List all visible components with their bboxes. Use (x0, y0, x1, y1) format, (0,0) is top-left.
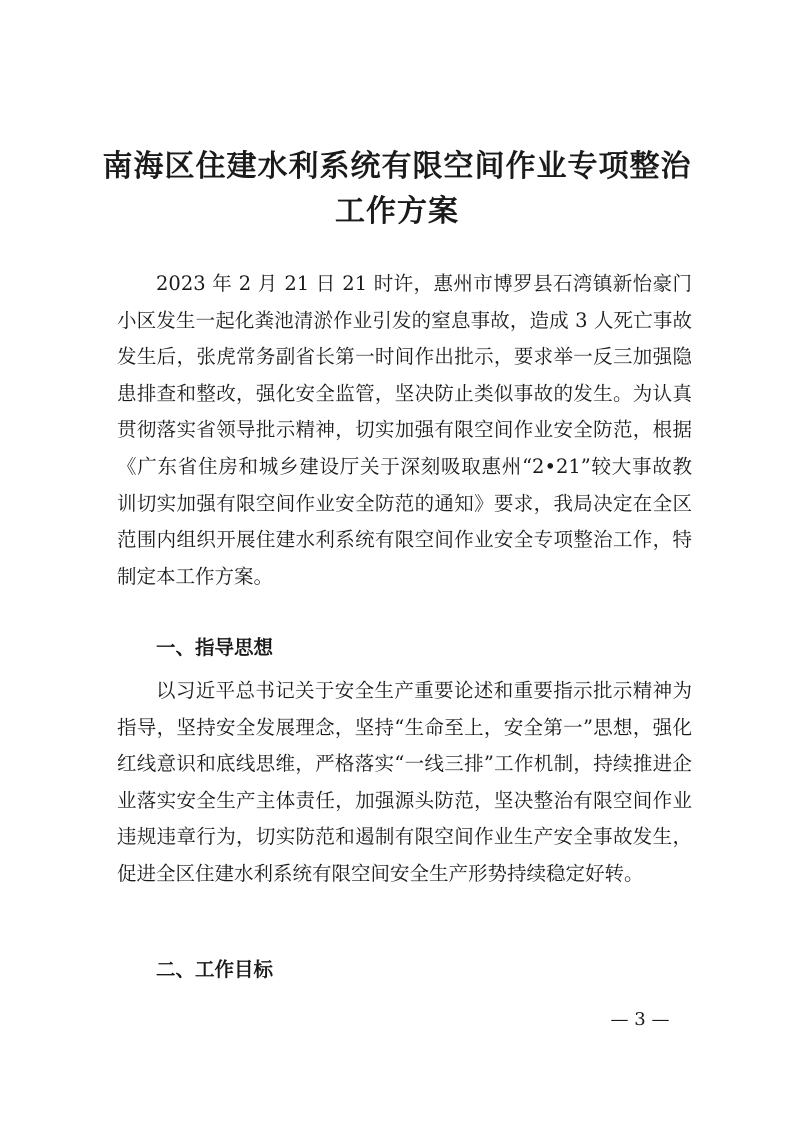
guiding-ideology-paragraph: 以习近平总书记关于安全生产重要论述和重要指示批示精神为指导，坚持安全发展理念，坚持“生命至上，安全第一”思想，强化红线意识和底线思维，严格落实“一线三排”工作机制，持续推进企业落实安全生产主体责任，加强源头防范，坚决整治有限空间作业违规违章行为，切实防范和遏制有限空间作业生产安全事故发生，促进全区住建水利系统有限空间安全生产形势持续稳定好转。 (117, 679, 692, 885)
document-title-line-1: 南海区住建水利系统有限空间作业专项整治 (102, 149, 692, 184)
intro-paragraph: 2023 年 2 月 21 日 21 时许，惠州市博罗县石湾镇新怡豪门小区发生一起化粪池清淤作业引发的窒息事故，造成 3 人死亡事故发生后，张虎常务副省长第一时间作出批示，要求举一反三加强隐患排查和整改，强化安全监管，坚决防止类似事故的发生。为认真贯彻落实省领导批示精神，切实加强有限空间作业安全防范，根据《广东省住房和城乡建设厅关于深刻吸取惠州“2•21”较大事故教训切实加强有限空间作业安全防范的通知》要求，我局决定在全区范围内组织开展住建水利系统有限空间作业安全专项整治工作，特制定本工作方案。 (117, 272, 692, 588)
section-heading-guiding-ideology: 一、指导思想 (156, 636, 274, 659)
section-heading-work-goals: 二、工作目标 (156, 958, 274, 981)
page-number: — 3 — (610, 1009, 670, 1030)
document-title-line-2: 工作方案 (335, 194, 459, 229)
